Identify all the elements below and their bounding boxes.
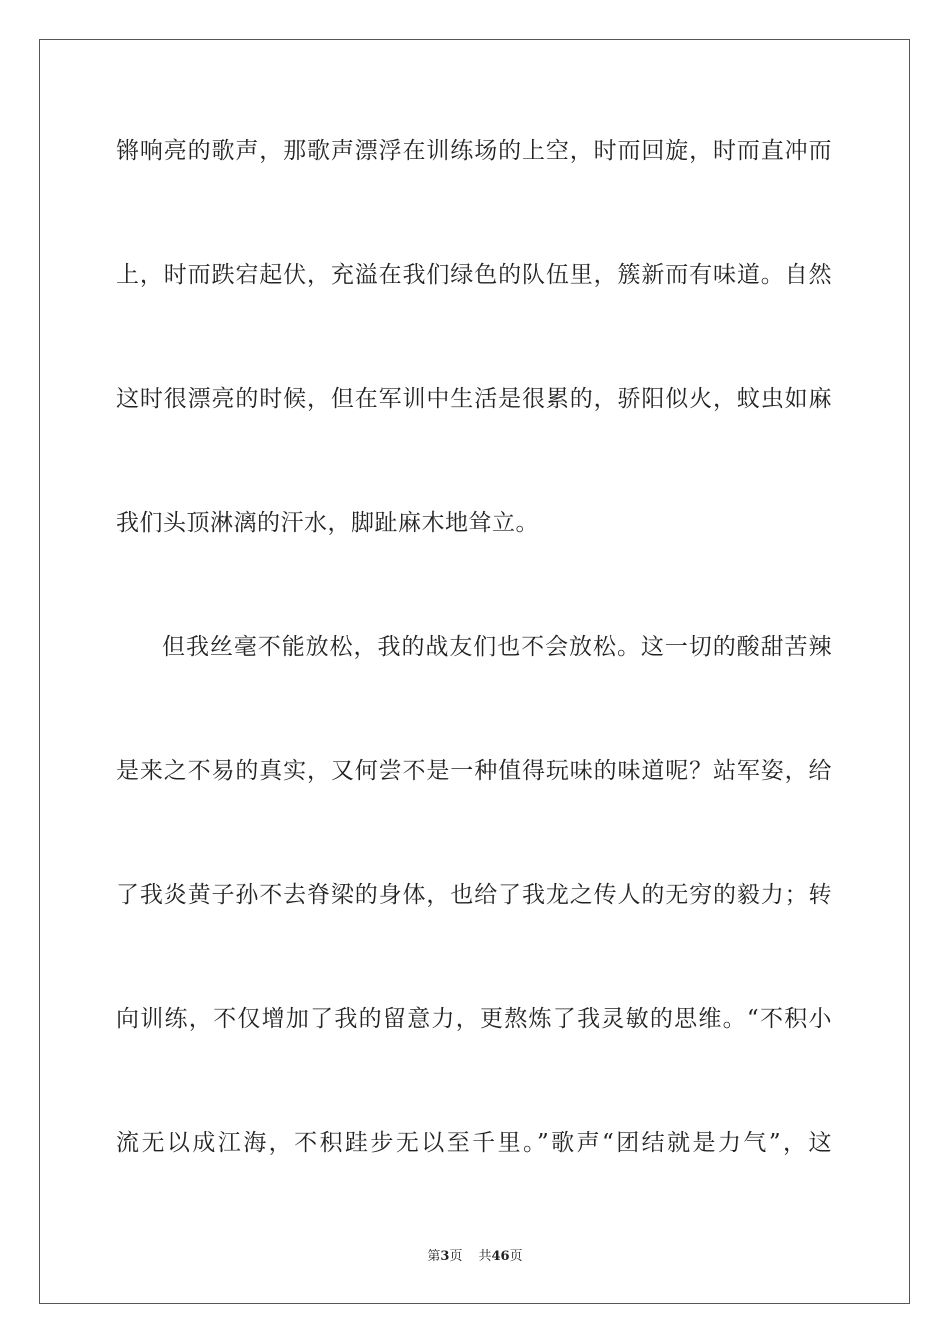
paragraph-line-4: 我们头顶淋漓的汗水，脚趾麻木地耸立。 <box>116 510 539 536</box>
paragraph-line-8: 向训练，不仅增加了我的留意力，更熬炼了我灵敏的思维。“不积小 <box>116 1006 832 1032</box>
paragraph-line-7: 了我炎黄子孙不去脊梁的身体，也给了我龙之传人的无穷的毅力；转 <box>116 882 832 908</box>
paragraph-line-1: 锵响亮的歌声，那歌声漂浮在训练场的上空，时而回旋，时而直冲而 <box>116 138 832 164</box>
paragraph-line-3: 这时很漂亮的时候，但在军训中生活是很累的，骄阳似火，蚊虫如麻 <box>116 386 832 412</box>
total-prefix: 共 <box>478 1249 492 1264</box>
paragraph-line-2: 上，时而跌宕起伏，充溢在我们绿色的队伍里，簇新而有味道。自然 <box>116 262 832 288</box>
page-prefix: 第 <box>427 1249 441 1264</box>
total-pages: 46 <box>491 1249 510 1264</box>
paragraph-line-9: 流无以成江海，不积跬步无以至千里。”歌声“团结就是力气”，这 <box>116 1130 832 1156</box>
paragraph-line-6: 是来之不易的真实，又何尝不是一种值得玩味的味道呢？站军姿，给 <box>116 758 832 784</box>
page-border <box>39 39 910 1304</box>
total-suffix: 页 <box>509 1249 523 1264</box>
paragraph-line-5: 但我丝毫不能放松，我的战友们也不会放松。这一切的酸甜苦辣 <box>162 634 832 660</box>
page-suffix: 页 <box>449 1249 463 1264</box>
page-number: 3 <box>440 1249 450 1264</box>
page-footer <box>0 1248 950 1266</box>
